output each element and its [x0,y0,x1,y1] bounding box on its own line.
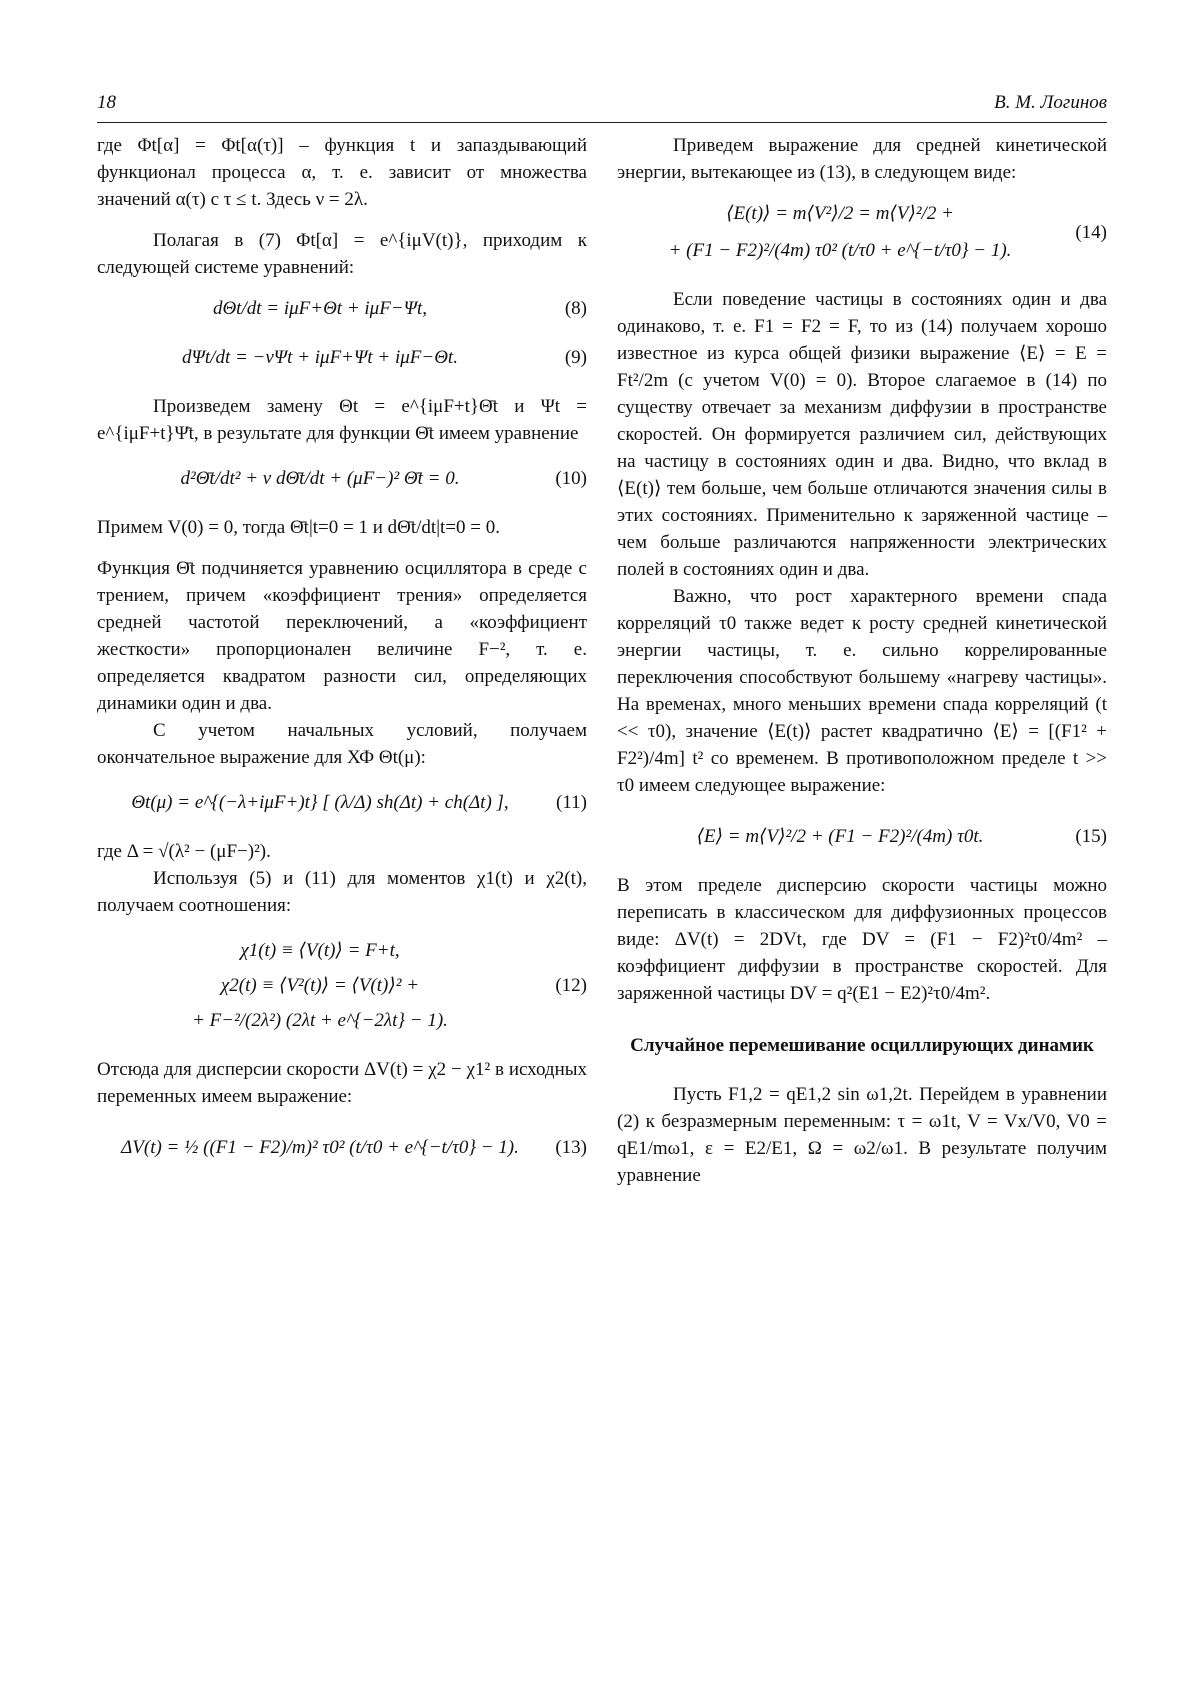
equation-13-number: (13) [555,1137,587,1158]
equation-8 [97,295,587,322]
equation-12-line-2: χ2(t) ≡ ⟨V²(t)⟩ = ⟨V(t)⟩² + [220,975,420,996]
equation-10-body: d²Θ̄t/dt² + ν dΘ̄t/dt + (μF−)² Θ̄t = 0. [180,468,460,489]
equation-13-body: ΔV(t) = ½ ((F1 − F2)/m)² τ0² (t/τ0 + e^{−t/τ0} − 1). [121,1137,519,1158]
equation-13 [97,1134,587,1161]
equation-10 [97,465,587,492]
equation-11 [97,789,587,816]
equation-14-number: (14) [1075,221,1107,243]
right-column [617,132,1107,1189]
left-paragraph-6: С учетом начальных условий, получаем окончательное выражение для ХФ Θt(μ): [97,720,587,768]
equation-12-number: (12) [555,975,587,996]
left-paragraph-1: где Φt[α] = Φt[α(τ)] – функция t и запаздывающий функционал процесса α, т. е. зависит от множества значений α(τ) с τ ≤ t. Здесь ν = 2λ. [97,135,587,210]
equation-15 [617,823,1107,850]
equation-9-body: dΨt/dt = −νΨt + iμF+Ψt + iμF−Θt. [182,347,458,368]
equation-12-line-3: + F−²/(2λ²) (2λt + e^{−2λt} − 1). [192,1010,448,1031]
equation-12 [97,937,587,1034]
page-number: 18 [97,92,116,113]
left-paragraph-3: Произведем замену Θt = e^{iμF+t}Θ̄t и Ψt = e^{iμF+t}Ψ̄t, в результате для функции Θ̄t имеем уравнение [97,396,587,444]
equation-15-number: (15) [1075,826,1107,847]
equation-10-number: (10) [555,468,587,489]
equation-9 [97,344,587,371]
left-paragraph-4: Примем V(0) = 0, тогда Θ̄t|t=0 = 1 и dΘ̄t/dt|t=0 = 0. [97,517,500,538]
left-paragraph-2: Полагая в (7) Φt[α] = e^{iμV(t)}, приходим к следующей системе уравнений: [97,230,587,278]
right-paragraph-1: Приведем выражение для средней кинетической энергии, вытекающее из (13), в следующем виде: [617,135,1107,183]
equation-12-line-1: χ1(t) ≡ ⟨V(t)⟩ = F+t, [240,940,400,961]
right-paragraph-4: В этом пределе дисперсию скорости частицы можно переписать в классическом для диффузионных процессов виде: ΔV(t) = 2DVt, где DV = (F1 − F2)²τ0/4m² – коэффициент диффузии в пространстве скоростей. Для заряженной частицы DV = q²(E1 − E2)²τ0/4m². [617,875,1107,1004]
equation-15-body: ⟨E⟩ = m⟨V⟩²/2 + (F1 − F2)²/(4m) τ0t. [696,826,984,847]
running-author: В. М. Логинов [994,92,1107,113]
equation-8-number: (8) [564,298,587,319]
left-paragraph-9: Отсюда для дисперсии скорости ΔV(t) = χ2 − χ1² в исходных переменных имеем выражение: [97,1059,587,1107]
left-column [97,132,587,1169]
section-title: Случайное перемешивание осциллирующих динамик [630,1035,1094,1056]
equation-11-number: (11) [556,792,587,813]
right-paragraph-3: Важно, что рост характерного времени спада корреляций τ0 также ведет к росту средней кинетической энергии частицы, т. е. сильно коррелированные переключения способствуют большему «нагреву частицы». На временах, много меньших времени спада корреляций (t << τ0), значение ⟨E(t)⟩ растет квадратично ⟨E⟩ = [(F1² + F2²)/4m] t² со временем. В противоположном пределе t >> τ0 имеем следующее выражение: [617,586,1107,796]
equation-8-body: dΘt/dt = iμF+Θt + iμF−Ψt, [212,298,428,319]
left-paragraph-7: где Δ = √(λ² − (μF−)²). [97,841,271,862]
left-paragraph-5: Функция Θ̄t подчиняется уравнению осциллятора в среде с трением, причем «коэффициент трения» определяется средней частотой переключений, а «коэффициент жесткости» пропорционален величине F−², т. е. определяется квадратом разности сил, определяющих динамики один и два. [97,558,587,714]
right-paragraph-5: Пусть F1,2 = qE1,2 sin ω1,2t. Перейдем в уравнении (2) к безразмерным переменным: τ = ω1t, V = Vx/V0, V0 = qE1/mω1, ε = E2/E1, Ω = ω2/ω1. В результате получим уравнение [617,1084,1107,1186]
equation-14-line-1: ⟨E(t)⟩ = m⟨V²⟩/2 = m⟨V⟩²/2 + [726,203,954,224]
equation-9-number: (9) [564,347,587,368]
left-paragraph-8: Используя (5) и (11) для моментов χ1(t) и χ2(t), получаем соотношения: [97,868,587,916]
equation-14 [617,200,1107,264]
equation-14-line-2: + (F1 − F2)²/(4m) τ0² (t/τ0 + e^{−t/τ0} − 1). [668,240,1012,261]
right-paragraph-2: Если поведение частицы в состояниях один и два одинаково, т. е. F1 = F2 = F, то из (14) получаем хорошо известное из курса общей физики выражение ⟨E⟩ = E = Ft²/2m (с учетом V(0) = 0). Второе слагаемое в (14) по существу отвечает за механизм диффузии в пространстве скоростей. Он формируется различием сил, действующих на частицу в состояниях один и два. Видно, что вклад в ⟨E(t)⟩ тем больше, чем больше отличаются значения силы в этих состояниях. Применительно к заряженной частице – чем больше различаются напряженности электрических полей в состояниях один и два. [617,289,1107,580]
equation-11-body: Θt(μ) = e^{(−λ+iμF+)t} [ (λ/Δ) sh(Δt) + ch(Δt) ], [131,792,509,813]
running-header [97,92,1107,123]
